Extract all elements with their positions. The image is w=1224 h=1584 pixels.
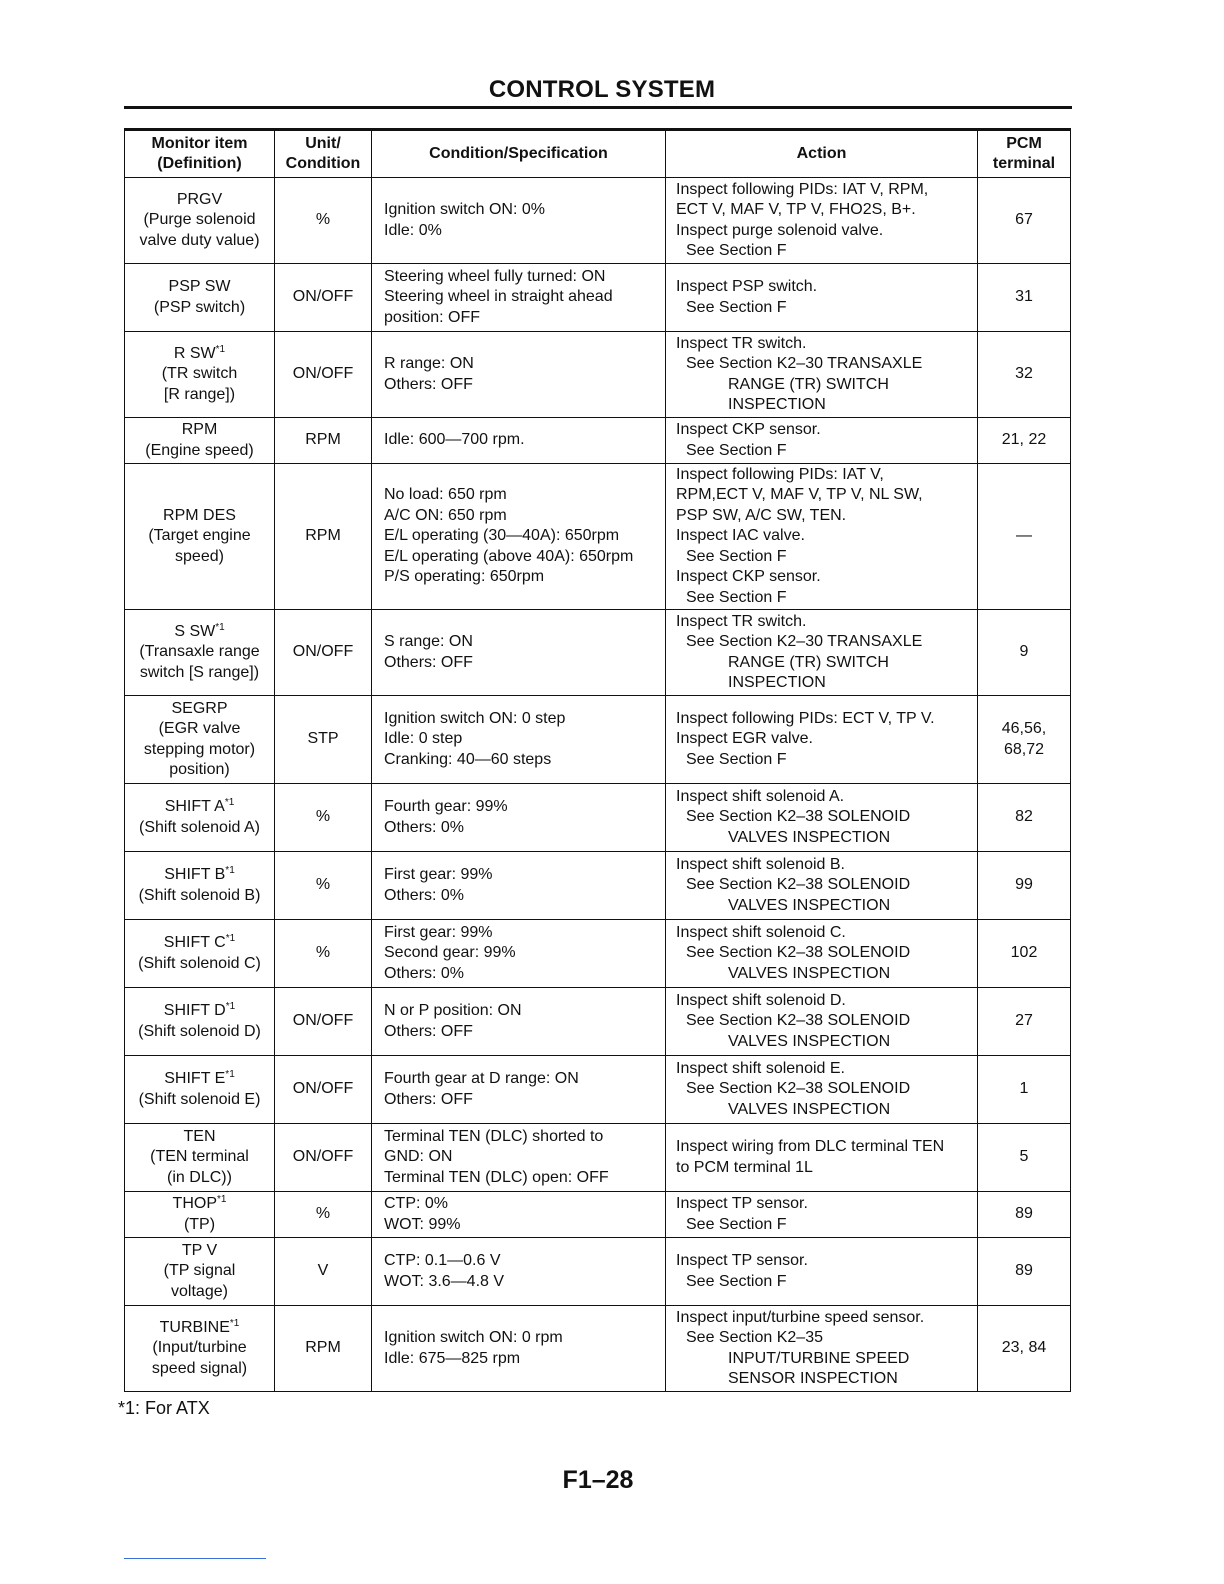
cell-action (666, 988, 978, 1056)
see-reference-continued: SENSOR INSPECTION (728, 1370, 898, 1387)
action-line: Inspect wiring from DLC terminal TEN (676, 1138, 945, 1155)
monitor-item-name-line (129, 1001, 270, 1022)
cell-unit: STP (275, 696, 372, 784)
table-row (125, 784, 1071, 852)
cell-pcm-terminal: 5 (978, 1124, 1071, 1192)
monitor-item-definition: switch [S range]) (139, 663, 260, 681)
table-row (125, 988, 1071, 1056)
monitor-item-name: SHIFT E (164, 1070, 226, 1087)
see-reference-continued: VALVES INSPECTION (728, 828, 891, 846)
monitor-item-definition: (Purge solenoid (143, 211, 256, 229)
action-line: Inspect input/turbine speed sensor. (676, 1308, 925, 1326)
monitor-item-name: RPM (181, 421, 218, 438)
monitor-item-name: SHIFT A (164, 798, 225, 815)
monitor-item-name-line (129, 1241, 270, 1262)
action-line: Inspect shift solenoid B. (676, 855, 845, 873)
see-reference-continued: VALVES INSPECTION (728, 1032, 891, 1050)
monitor-item-name-line (129, 865, 270, 886)
condition-line: Idle: 675—825 rpm (384, 1349, 521, 1367)
condition-line: Ignition switch ON: 0 rpm (384, 1329, 563, 1346)
monitor-item-name-line (129, 506, 270, 527)
header-unit-line: Unit/ (305, 134, 341, 152)
cell-condition (372, 696, 666, 784)
cell-pcm-terminal: 82 (978, 784, 1071, 852)
monitor-item-name-line (129, 622, 270, 643)
condition-line: Second gear: 99% (384, 944, 516, 962)
monitor-item-definition: (PSP switch) (153, 298, 246, 316)
header-condition: Condition/Specification (372, 130, 666, 178)
monitor-item-name: SEGRP (171, 699, 228, 717)
cell-pcm-terminal: 1 (978, 1056, 1071, 1124)
monitor-item-definition: (Transaxle range (139, 643, 260, 661)
footnote-marker: *1 (215, 621, 225, 633)
condition-line: Steering wheel fully turned: ON (384, 267, 606, 285)
cell-action (666, 1056, 978, 1124)
condition-line: No load: 650 rpm (384, 486, 507, 504)
monitor-item-name-line (129, 1318, 270, 1339)
cell-unit: % (275, 920, 372, 988)
footnote-marker: *1 (215, 343, 226, 355)
condition-line: Others: 0% (384, 886, 465, 904)
monitor-item-name: PSP SW (168, 278, 231, 295)
condition-line: CTP: 0.1—0.6 V (384, 1252, 501, 1269)
condition-line: Ignition switch ON: 0 step (384, 709, 566, 727)
cell-condition (372, 1056, 666, 1124)
action-line: Inspect EGR valve. (676, 730, 813, 748)
cell-unit: % (275, 852, 372, 920)
monitor-item-name: PRGV (176, 190, 223, 208)
table-row (125, 920, 1071, 988)
monitor-item-definition: speed signal) (151, 1359, 248, 1377)
header-monitor-line: Monitor item (151, 134, 248, 152)
action-line: Inspect IAC valve. (676, 527, 805, 545)
cell-monitor-item (125, 264, 275, 332)
cell-condition (372, 332, 666, 418)
condition-line: WOT: 99% (384, 1215, 461, 1233)
condition-line: Others: 0% (384, 964, 465, 982)
cell-condition (372, 1192, 666, 1238)
monitor-item-name-line (129, 420, 270, 441)
condition-line: WOT: 3.6—4.8 V (384, 1272, 505, 1290)
action-line: Inspect shift solenoid C. (676, 923, 846, 941)
footnote-marker: *1 (224, 797, 235, 808)
action-line: Inspect shift solenoid D. (676, 991, 846, 1009)
monitor-item-definition: (TP signal (163, 1262, 236, 1280)
monitor-item-definition: (EGR valve (158, 720, 241, 737)
cell-unit: ON/OFF (275, 610, 372, 696)
header-pcm-line: PCM (1006, 134, 1042, 152)
see-reference-continued: RANGE (TR) SWITCH (728, 375, 889, 393)
monitor-item-name: SHIFT C (163, 934, 226, 951)
cell-monitor-item (125, 784, 275, 852)
action-line: Inspect CKP sensor. (676, 568, 821, 586)
monitor-item-definition: (Target engine (148, 527, 251, 545)
cell-action (666, 1306, 978, 1392)
table-row (125, 178, 1071, 264)
monitor-item-definition: (Shift solenoid D) (138, 1022, 261, 1040)
action-line: Inspect TP sensor. (676, 1195, 808, 1212)
see-reference: See Section K2–38 SOLENOID (686, 1012, 911, 1030)
cell-action (666, 464, 978, 610)
table-row (125, 332, 1071, 418)
monitor-item-name-line (129, 699, 270, 720)
monitor-item-name: SHIFT B (164, 866, 226, 883)
cell-unit: ON/OFF (275, 1124, 372, 1192)
monitor-item-name: TURBINE (159, 1318, 230, 1336)
table-row (125, 1056, 1071, 1124)
condition-line: First gear: 99% (384, 923, 493, 941)
cell-pcm-terminal: 89 (978, 1238, 1071, 1306)
cell-unit: ON/OFF (275, 988, 372, 1056)
see-reference: See Section F (686, 242, 787, 259)
monitor-item-definition: [R range]) (163, 385, 236, 403)
table-row (125, 696, 1071, 784)
cell-pcm-terminal: 46,56, 68,72 (978, 696, 1071, 784)
action-line: Inspect following PIDs: ECT V, TP V. (676, 709, 935, 727)
condition-line: Idle: 0% (384, 221, 442, 239)
cell-action (666, 418, 978, 464)
cell-action (666, 696, 978, 784)
monitor-item-name-line (129, 344, 270, 365)
cell-pcm-terminal: 99 (978, 852, 1071, 920)
monitor-item-name-line (129, 933, 270, 954)
monitor-item-definition: position) (169, 761, 230, 778)
cell-pcm-terminal: 32 (978, 332, 1071, 418)
cell-action (666, 1192, 978, 1238)
cell-pcm-terminal: 102 (978, 920, 1071, 988)
action-line: Inspect shift solenoid E. (676, 1059, 845, 1077)
cell-pcm-terminal: 9 (978, 610, 1071, 696)
cell-condition (372, 178, 666, 264)
condition-line: Cranking: 40—60 steps (384, 750, 552, 768)
monitor-item-definition: (TR switch (161, 365, 238, 383)
condition-line: Idle: 0 step (384, 730, 463, 748)
action-line: Inspect shift solenoid A. (676, 787, 845, 805)
footnote-marker: *1 (225, 933, 236, 944)
see-reference: See Section K2–38 SOLENOID (686, 876, 911, 894)
cell-condition (372, 784, 666, 852)
action-line: Inspect TP sensor. (676, 1252, 808, 1269)
cell-condition (372, 610, 666, 696)
condition-line: Fourth gear at D range: ON (384, 1070, 579, 1087)
condition-line: Terminal TEN (DLC) open: OFF (384, 1168, 609, 1186)
table-body (125, 178, 1071, 1392)
condition-line: A/C ON: 650 rpm (384, 506, 507, 524)
see-reference: See Section K2–38 SOLENOID (686, 1080, 911, 1098)
header-pcm-terminal (978, 130, 1071, 178)
monitor-item-name-line (129, 797, 270, 818)
monitor-item-name: TEN (183, 1127, 216, 1145)
cell-action (666, 264, 978, 332)
title-rule (124, 106, 1072, 109)
cell-unit: ON/OFF (275, 1056, 372, 1124)
condition-line: N or P position: ON (384, 1002, 522, 1019)
monitor-item-definition: (Shift solenoid A) (139, 818, 260, 836)
action-line: RPM,ECT V, MAF V, TP V, NL SW, (676, 486, 923, 504)
cell-pcm-terminal: 23, 84 (978, 1306, 1071, 1392)
table-row (125, 418, 1071, 464)
cell-pcm-terminal: 31 (978, 264, 1071, 332)
condition-line: CTP: 0% (384, 1195, 449, 1212)
monitor-item-name: S SW (174, 622, 216, 640)
action-line: Inspect following PIDs: IAT V, (676, 465, 884, 483)
cell-action (666, 178, 978, 264)
cell-pcm-terminal: 89 (978, 1192, 1071, 1238)
condition-line: Idle: 600—700 rpm. (384, 431, 525, 449)
action-line: ECT V, MAF V, TP V, FHO2S, B+. (676, 201, 916, 218)
header-monitor-line: (Definition) (157, 155, 242, 172)
see-reference-continued: VALVES INSPECTION (728, 1100, 891, 1118)
condition-line: E/L operating (30—40A): 650rpm (384, 527, 620, 545)
condition-line: E/L operating (above 40A): 650rpm (384, 547, 634, 565)
cell-action (666, 920, 978, 988)
cell-unit: ON/OFF (275, 332, 372, 418)
action-line: PSP SW, A/C SW, TEN. (676, 506, 847, 524)
monitor-item-name-line (129, 190, 270, 211)
footnote-marker: *1 (229, 1317, 240, 1329)
see-reference-continued: RANGE (TR) SWITCH (728, 653, 889, 671)
condition-line: P/S operating: 650rpm (384, 568, 545, 586)
table-row (125, 464, 1071, 610)
cell-monitor-item (125, 332, 275, 418)
condition-line: R range: ON (384, 355, 474, 372)
monitor-item-name-line (129, 1127, 270, 1148)
table-row (125, 852, 1071, 920)
cell-condition (372, 852, 666, 920)
header-action: Action (666, 130, 978, 178)
cell-monitor-item (125, 1124, 275, 1192)
cell-action (666, 852, 978, 920)
table-row (125, 1124, 1071, 1192)
see-reference: See Section K2–38 SOLENOID (686, 944, 911, 962)
cell-action (666, 1238, 978, 1306)
cell-unit: ON/OFF (275, 264, 372, 332)
condition-line: S range: ON (384, 633, 473, 650)
cell-monitor-item (125, 1238, 275, 1306)
cell-condition (372, 418, 666, 464)
condition-line: Others: OFF (384, 1022, 473, 1040)
condition-line: Others: OFF (384, 653, 473, 671)
cell-unit: V (275, 1238, 372, 1306)
footnote-marker: *1 (225, 1001, 236, 1012)
cell-condition (372, 464, 666, 610)
header-pcm-line: terminal (992, 155, 1056, 172)
see-reference: See Section F (686, 441, 787, 459)
bottom-rule (124, 1558, 266, 1559)
monitor-item-name-line (129, 277, 270, 298)
cell-unit: RPM (275, 418, 372, 464)
table-row (125, 610, 1071, 696)
page-number: F1–28 (562, 1466, 634, 1494)
cell-monitor-item (125, 610, 275, 696)
condition-line: Steering wheel in straight ahead (384, 288, 613, 306)
cell-monitor-item (125, 1192, 275, 1238)
condition-line: position: OFF (384, 308, 481, 326)
cell-monitor-item (125, 1056, 275, 1124)
condition-line: Fourth gear: 99% (384, 798, 508, 815)
page-title: CONTROL SYSTEM (488, 76, 716, 103)
monitor-item-definition: speed) (175, 547, 224, 565)
see-reference-continued: VALVES INSPECTION (728, 896, 891, 914)
action-line: Inspect purge solenoid valve. (676, 221, 884, 239)
monitor-item-name: R SW (173, 344, 216, 362)
condition-line: Ignition switch ON: 0% (384, 201, 545, 218)
see-reference: See Section K2–35 (686, 1329, 823, 1346)
cell-monitor-item (125, 920, 275, 988)
condition-line: Others: 0% (384, 818, 465, 836)
condition-line: Others: OFF (384, 375, 473, 393)
monitor-item-definition: (Shift solenoid B) (138, 886, 261, 904)
cell-action (666, 332, 978, 418)
see-reference: See Section F (686, 588, 787, 606)
cell-action (666, 784, 978, 852)
cell-unit: RPM (275, 464, 372, 610)
action-line: Inspect TR switch. (676, 612, 807, 630)
cell-condition (372, 264, 666, 332)
monitor-item-definition: (Shift solenoid E) (138, 1090, 261, 1108)
footnote-marker: *1 (225, 865, 235, 876)
table-row (125, 1306, 1071, 1392)
table-row (125, 1192, 1071, 1238)
cell-unit: % (275, 784, 372, 852)
cell-condition (372, 1238, 666, 1306)
cell-condition (372, 920, 666, 988)
footnote-marker: *1 (217, 1194, 227, 1205)
see-reference: See Section F (686, 750, 787, 768)
monitor-item-definition: stepping motor) (143, 740, 256, 758)
header-monitor-item (125, 130, 275, 178)
see-reference: See Section K2–30 TRANSAXLE (686, 633, 923, 650)
see-reference: See Section F (686, 547, 787, 565)
condition-line: GND: ON (384, 1148, 453, 1166)
monitor-spec-table (124, 128, 1071, 1392)
cell-condition (372, 1306, 666, 1392)
see-reference: See Section F (686, 298, 787, 316)
monitor-item-name: SHIFT D (163, 1002, 226, 1019)
condition-line: Others: OFF (384, 1090, 473, 1108)
cell-monitor-item (125, 852, 275, 920)
monitor-item-name-line (129, 1069, 270, 1090)
cell-pcm-terminal: 21, 22 (978, 418, 1071, 464)
see-reference: See Section F (686, 1272, 787, 1290)
condition-line: Terminal TEN (DLC) shorted to (384, 1127, 604, 1145)
monitor-item-name-line (129, 1194, 270, 1215)
see-reference: See Section F (686, 1215, 787, 1233)
action-line: Inspect following PIDs: IAT V, RPM, (676, 180, 929, 198)
footnote-marker: *1 (225, 1069, 235, 1080)
see-reference-continued: INSPECTION (728, 674, 826, 691)
see-reference: See Section K2–38 SOLENOID (686, 808, 911, 826)
cell-pcm-terminal: 27 (978, 988, 1071, 1056)
cell-unit: % (275, 178, 372, 264)
cell-unit: RPM (275, 1306, 372, 1392)
monitor-item-definition: (Shift solenoid C) (138, 954, 261, 972)
cell-action (666, 1124, 978, 1192)
monitor-item-name: RPM DES (163, 506, 236, 524)
table-header-row (125, 130, 1071, 178)
cell-monitor-item (125, 988, 275, 1056)
cell-monitor-item (125, 178, 275, 264)
action-line: Inspect CKP sensor. (676, 421, 821, 438)
monitor-item-definition: valve duty value) (139, 231, 260, 249)
monitor-item-definition: voltage) (171, 1282, 228, 1300)
footnote: *1: For ATX (118, 1398, 210, 1418)
condition-line: First gear: 99% (384, 866, 493, 883)
header-unit (275, 130, 372, 178)
see-reference: See Section K2–30 TRANSAXLE (686, 355, 923, 372)
action-line: to PCM terminal 1L (676, 1158, 813, 1176)
cell-monitor-item (125, 464, 275, 610)
monitor-item-definition: (Engine speed) (145, 441, 254, 459)
cell-monitor-item (125, 696, 275, 784)
action-line: Inspect TR switch. (676, 334, 807, 352)
cell-action (666, 610, 978, 696)
see-reference-continued: INPUT/TURBINE SPEED (728, 1349, 910, 1367)
see-reference-continued: VALVES INSPECTION (728, 964, 891, 982)
cell-monitor-item (125, 1306, 275, 1392)
header-unit-line: Condition (285, 155, 361, 172)
monitor-item-definition: (Input/turbine (152, 1339, 247, 1357)
cell-pcm-terminal: 67 (978, 178, 1071, 264)
monitor-item-definition: (TEN terminal (150, 1148, 249, 1166)
monitor-item-definition: (in DLC)) (167, 1168, 232, 1186)
see-reference-continued: INSPECTION (728, 396, 826, 413)
cell-monitor-item (125, 418, 275, 464)
cell-unit: % (275, 1192, 372, 1238)
action-line: Inspect PSP switch. (676, 278, 818, 295)
cell-condition (372, 988, 666, 1056)
cell-pcm-terminal: — (978, 464, 1071, 610)
table-row (125, 1238, 1071, 1306)
cell-condition (372, 1124, 666, 1192)
monitor-item-name: THOP (172, 1195, 217, 1212)
table-row (125, 264, 1071, 332)
monitor-item-definition: (TP) (183, 1215, 216, 1233)
monitor-item-name: TP V (181, 1241, 218, 1259)
